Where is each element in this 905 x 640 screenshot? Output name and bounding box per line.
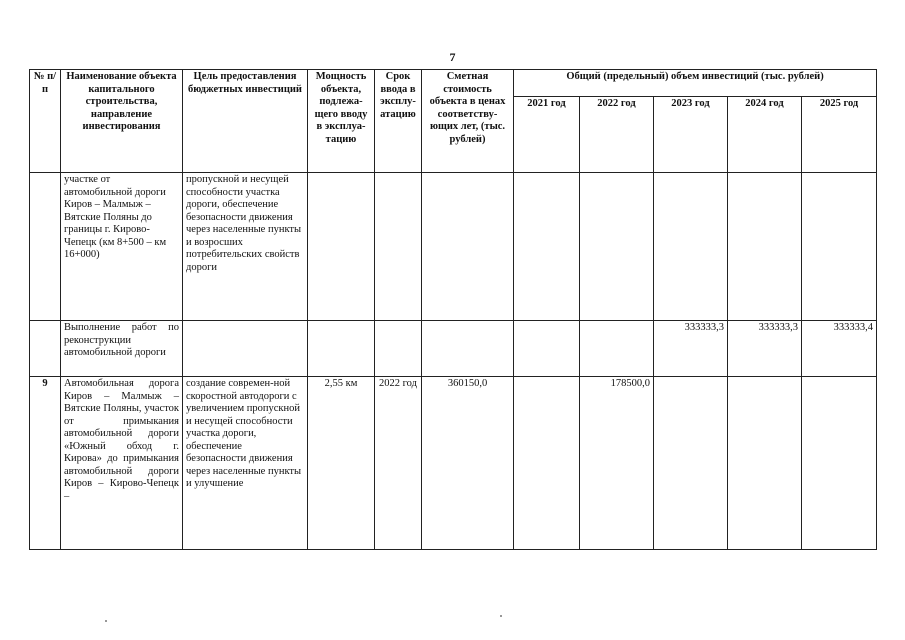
header-term: Срок ввода в эксплу-атацию [375,70,422,173]
value-2022 [580,321,654,377]
scan-speck [500,615,502,617]
value-2021 [514,321,580,377]
cost-value: 360150,0 [422,377,514,550]
object-name: Автомобильная дорога Киров – Малмыж – Вятские Поляны, участок от примыкания автомобильной дороги «Южный обход г. Кирова» до примыкания автомобильной дороги Киров – Кирово-Чепецк – [61,377,183,550]
capacity-value: 2,55 км [308,377,375,550]
value-2023: 333333,3 [654,321,728,377]
capacity-value [308,321,375,377]
value-2024 [728,377,802,550]
value-2021 [514,173,580,321]
object-name: Выполнение работ по реконструкции автомобильной дороги [61,321,183,377]
cost-value [422,173,514,321]
investment-goal: создание современ-ной скоростной автодороги с увеличением пропускной и несущей способности участка дороги, обеспечение безопасности движения через населенные пункты и улучшение [183,377,308,550]
scan-speck [105,620,107,622]
value-2025 [802,173,877,321]
value-2025: 333333,4 [802,321,877,377]
table-row [30,173,877,321]
object-name: участке от автомобильной дороги Киров – Малмыж – Вятские Поляны до границы г. Кирово-Чепецк (км 8+500 – км 16+000) [61,173,183,321]
value-2023 [654,377,728,550]
header-cost: Сметная стоимость объекта в ценах соответству-ющих лет, (тыс. рублей) [422,70,514,173]
value-2024: 333333,3 [728,321,802,377]
capacity-value [308,173,375,321]
header-num: № п/п [30,70,61,173]
header-year-2021: 2021 год [514,97,580,173]
value-2023 [654,173,728,321]
header-capacity: Мощность объекта, подлежа-щего вводу в эксплуа-тацию [308,70,375,173]
table-row [30,377,877,550]
header-total-volume: Общий (предельный) объем инвестиций (тыс. рублей) [514,70,877,97]
value-2024 [728,173,802,321]
value-2025 [802,377,877,550]
header-year-2025: 2025 год [802,97,877,173]
investment-goal [183,321,308,377]
value-2022: 178500,0 [580,377,654,550]
value-2022 [580,173,654,321]
row-num [30,173,61,321]
header-year-2023: 2023 год [654,97,728,173]
header-goal: Цель предоставления бюджетных инвестиций [183,70,308,173]
row-num [30,321,61,377]
investment-goal: пропускной и несущей способности участка дороги, обеспечение безопасности движения через населенные пункты и возросших потребительских свойств дороги [183,173,308,321]
cost-value [422,321,514,377]
header-year-2024: 2024 год [728,97,802,173]
table-row [30,321,877,377]
header-year-2022: 2022 год [580,97,654,173]
page-number: 7 [449,50,456,64]
term-value [375,173,422,321]
header-name: Наименование объекта капитального строительства, направление инвестирования [61,70,183,173]
value-2021 [514,377,580,550]
investment-table [29,69,877,550]
row-num: 9 [30,377,61,550]
term-value: 2022 год [375,377,422,550]
term-value [375,321,422,377]
